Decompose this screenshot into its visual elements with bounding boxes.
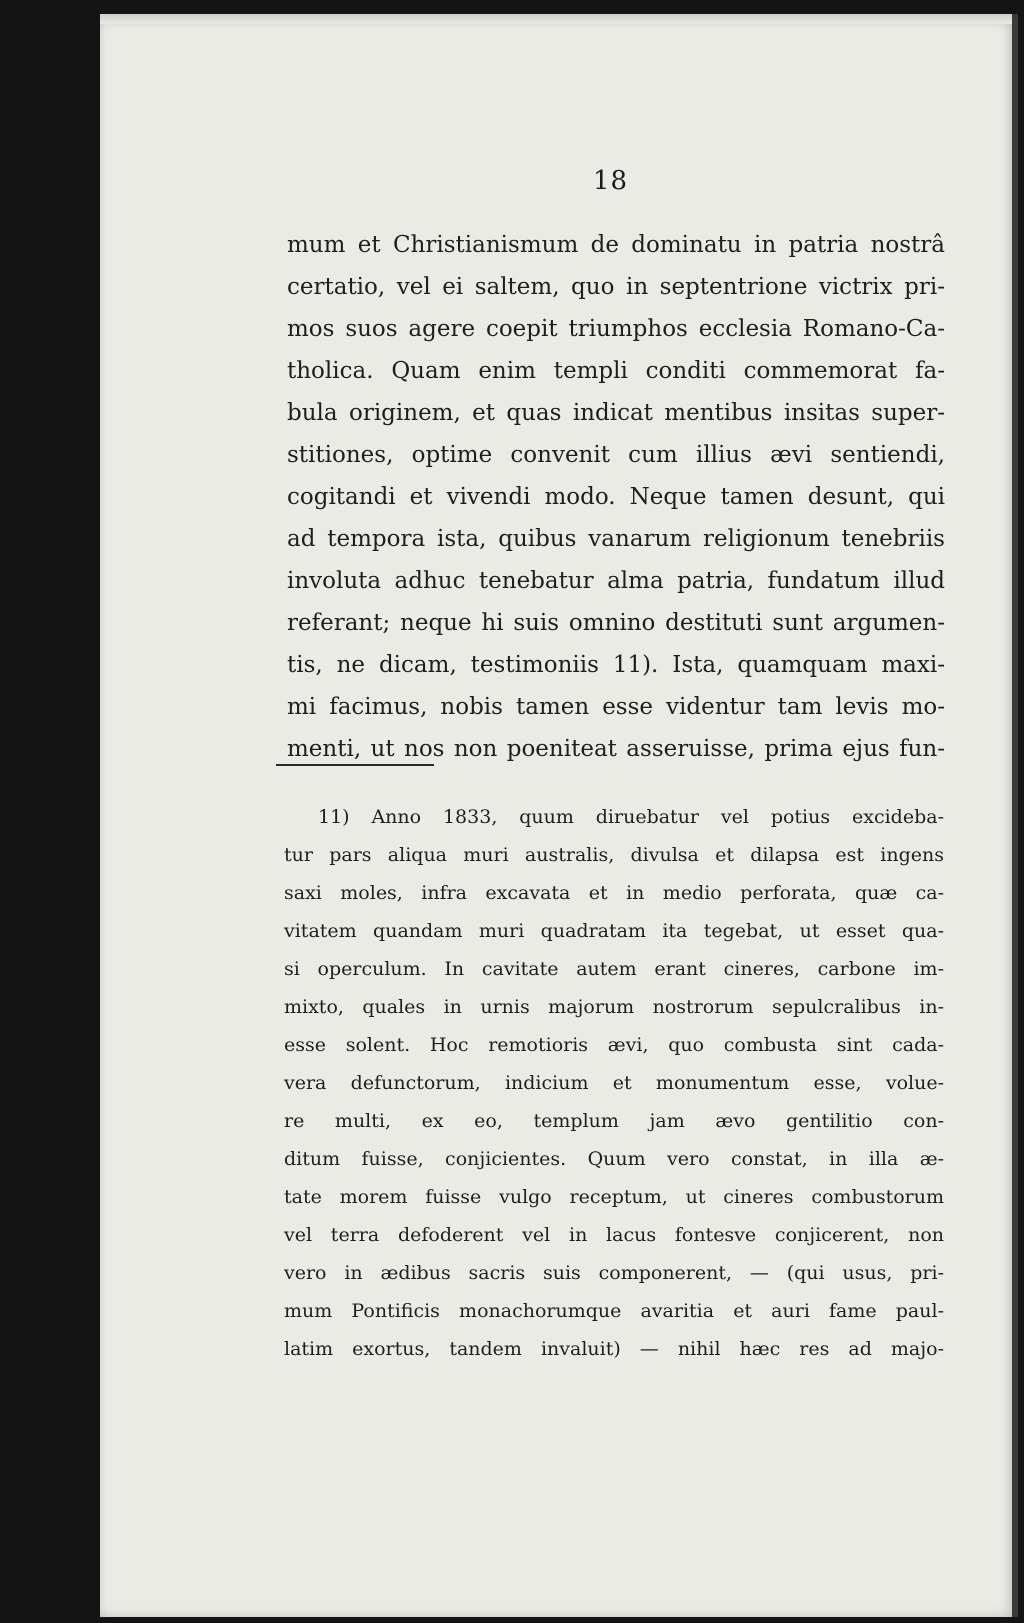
footnote-line: saxi moles, infra excavata et in medio perforata, quæ ca- <box>284 882 944 904</box>
text-line: involuta adhuc tenebatur alma patria, fundatum illud <box>287 568 945 594</box>
text-line: bula originem, et quas indicat mentibus insitas super- <box>287 400 945 426</box>
text-line: stitiones, optime convenit cum illius ævi sentiendi, <box>287 442 945 468</box>
text-line: cogitandi et vivendi modo. Neque tamen desunt, qui <box>287 484 945 510</box>
text-line: mos suos agere coepit triumphos ecclesia Romano-Ca- <box>287 316 945 342</box>
footnote-line: vero in ædibus sacris suis componerent, — (qui usus, pri- <box>284 1262 944 1284</box>
text-line: mum et Christianismum de dominatu in patria nostrâ <box>287 232 945 258</box>
footnote-line: mum Pontificis monachorumque avaritia et auri fame paul- <box>284 1300 944 1322</box>
footnote-line: si operculum. In cavitate autem erant cineres, carbone im- <box>284 958 944 980</box>
footnote-line: tate morem fuisse vulgo receptum, ut cineres combustorum <box>284 1186 944 1208</box>
footnote-divider <box>276 764 434 766</box>
text-line: ad tempora ista, quibus vanarum religionum tenebriis <box>287 526 945 552</box>
footnote-line: vitatem quandam muri quadratam ita tegebat, ut esset qua- <box>284 920 944 942</box>
page-number: 18 <box>593 166 629 196</box>
text-line: referant; neque hi suis omnino destituti sunt argumen- <box>287 610 945 636</box>
book-page <box>100 14 1018 1617</box>
footnote-line: esse solent. Hoc remotioris ævi, quo combusta sint cada- <box>284 1034 944 1056</box>
main-text <box>287 224 945 770</box>
footnote-line: latim exortus, tandem invaluit) — nihil hæc res ad majo- <box>284 1338 944 1360</box>
text-line: tis, ne dicam, testimoniis 11). Ista, quamquam maxi- <box>287 652 945 678</box>
text-line: menti, ut nos non poeniteat asseruisse, prima ejus fun- <box>287 736 945 762</box>
footnote-line: tur pars aliqua muri australis, divulsa et dilapsa est ingens <box>284 844 944 866</box>
footnote-line: vera defunctorum, indicium et monumentum esse, volue- <box>284 1072 944 1094</box>
footnote-line: vel terra defoderent vel in lacus fontesve conjicerent, non <box>284 1224 944 1246</box>
footnote-line: mixto, quales in urnis majorum nostrorum sepulcralibus in- <box>284 996 944 1018</box>
footnote-line: re multi, ex eo, templum jam ævo gentilitio con- <box>284 1110 944 1132</box>
footnote-line: 11) Anno 1833, quum diruebatur vel potius excideba- <box>318 806 944 828</box>
footnote <box>284 798 944 1368</box>
text-line: certatio, vel ei saltem, quo in septentrione victrix pri- <box>287 274 945 300</box>
text-line: mi facimus, nobis tamen esse videntur tam levis mo- <box>287 694 945 720</box>
footnote-line: ditum fuisse, conjicientes. Quum vero constat, in illa æ- <box>284 1148 944 1170</box>
text-line: tholica. Quam enim templi conditi commemorat fa- <box>287 358 945 384</box>
